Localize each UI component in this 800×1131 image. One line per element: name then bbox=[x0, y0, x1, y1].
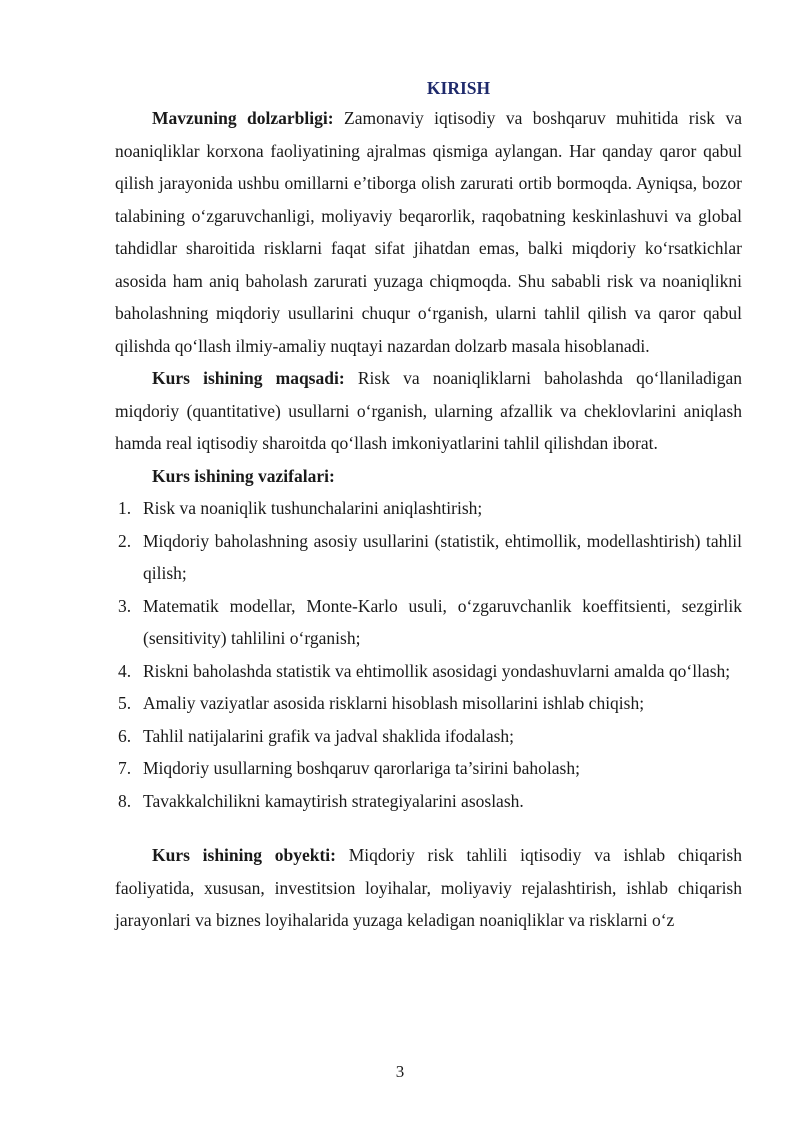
relevance-text: Zamonaviy iqtisodiy va boshqaruv muhitida risk va noaniqliklar korxona faoliyatining ajralmas qismiga aylangan. Har qanday qaror qabul qilish jarayonida ushbu omillarni e’tiborga olish zarurati ortib bormoqda. Ayniqsa, bozor talabining o‘zgaruvchanligi, moliyaviy beqarorlik, raqobatning keskinlashuvi va global tahdidlar sharoitida risklarni faqat sifat jihatdan emas, balki miqdoriy ko‘rsatkichlar asosida ham aniq baholash zarurati yuzaga chiqmoqda. Shu sababli risk va noaniqlikni baholashning miqdoriy usullarini chuqur o‘rganish, ularni tahlil qilish va qaror qabul qilishda qo‘llash ilmiy-amaliy nuqtayi nazardan dolzarb masala hisoblanadi. bbox=[115, 108, 742, 356]
list-item bbox=[115, 655, 742, 688]
list-item-number: 8. bbox=[118, 790, 132, 811]
list-item-number: 4. bbox=[118, 660, 132, 681]
list-item-text: Matematik modellar, Monte-Karlo usuli, o‘zgaruvchanlik koeffitsienti, sezgirlik (sensitivity) tahlilini o‘rganish; bbox=[143, 595, 742, 648]
list-item-text: Amaliy vaziyatlar asosida risklarni hisoblash misollarini ishlab chiqish; bbox=[143, 693, 645, 713]
list-item-number: 7. bbox=[118, 758, 132, 778]
goal-paragraph bbox=[115, 362, 742, 460]
list-item-text: Miqdoriy baholashning asosiy usullarini (statistik, ehtimollik, modellashtirish) tahlil qilish; bbox=[143, 530, 742, 583]
list-item-text: Risk va noaniqlik tushunchalarini aniqlashtirish; bbox=[143, 498, 483, 518]
list-item-text: Tahlil natijalarini grafik va jadval shaklida ifodalash; bbox=[143, 725, 515, 746]
goal-label: Kurs ishining maqsadi: bbox=[152, 368, 345, 388]
relevance-paragraph bbox=[115, 102, 742, 362]
tasks-list bbox=[115, 492, 742, 817]
list-item bbox=[115, 752, 742, 785]
document-page bbox=[115, 74, 742, 937]
tasks-heading: Kurs ishining vazifalari: bbox=[152, 465, 335, 486]
list-item-number: 5. bbox=[118, 693, 132, 713]
list-item bbox=[115, 720, 742, 753]
object-text: Miqdoriy risk tahlili iqtisodiy va ishlab chiqarish faoliyatida, xususan, investitsion loyihalar, moliyaviy rejalashtirish, ishlab chiqarish jarayonlari va biznes loyihalarida yuzaga keladigan noaniqliklar va risklarni o‘z bbox=[115, 845, 742, 930]
list-item bbox=[115, 590, 742, 655]
list-item-text: Miqdoriy usullarning boshqaruv qarorlariga ta’sirini baholash; bbox=[143, 758, 580, 778]
list-item bbox=[115, 492, 742, 525]
page-number: 3 bbox=[395, 1062, 405, 1081]
list-item-number: 3. bbox=[118, 595, 132, 616]
object-paragraph bbox=[115, 839, 742, 937]
relevance-label: Mavzuning dolzarbligi: bbox=[152, 108, 334, 128]
section-title: KIRISH bbox=[426, 78, 491, 98]
list-item-number: 2. bbox=[118, 530, 132, 551]
list-item bbox=[115, 687, 742, 720]
goal-text: Risk va noaniqliklarni baholashda qo‘llaniladigan miqdoriy (quantitative) usullarni o‘rganish, ularning afzallik va cheklovlarini aniqlash hamda real iqtisodiy sharoitda qo‘llash imkoniyatlarini tahlil qilishdan iborat. bbox=[115, 368, 743, 453]
list-item bbox=[115, 785, 742, 818]
list-item-number: 6. bbox=[118, 725, 132, 746]
list-item bbox=[115, 525, 742, 590]
object-label: Kurs ishining obyekti: bbox=[152, 845, 336, 865]
list-item-text: Tavakkalchilikni kamaytirish strategiyalarini asoslash. bbox=[143, 790, 524, 811]
list-item-number: 1. bbox=[118, 498, 132, 518]
list-item-text: Riskni baholashda statistik va ehtimollik asosidagi yondashuvlarni amalda qo‘llash; bbox=[143, 660, 731, 681]
